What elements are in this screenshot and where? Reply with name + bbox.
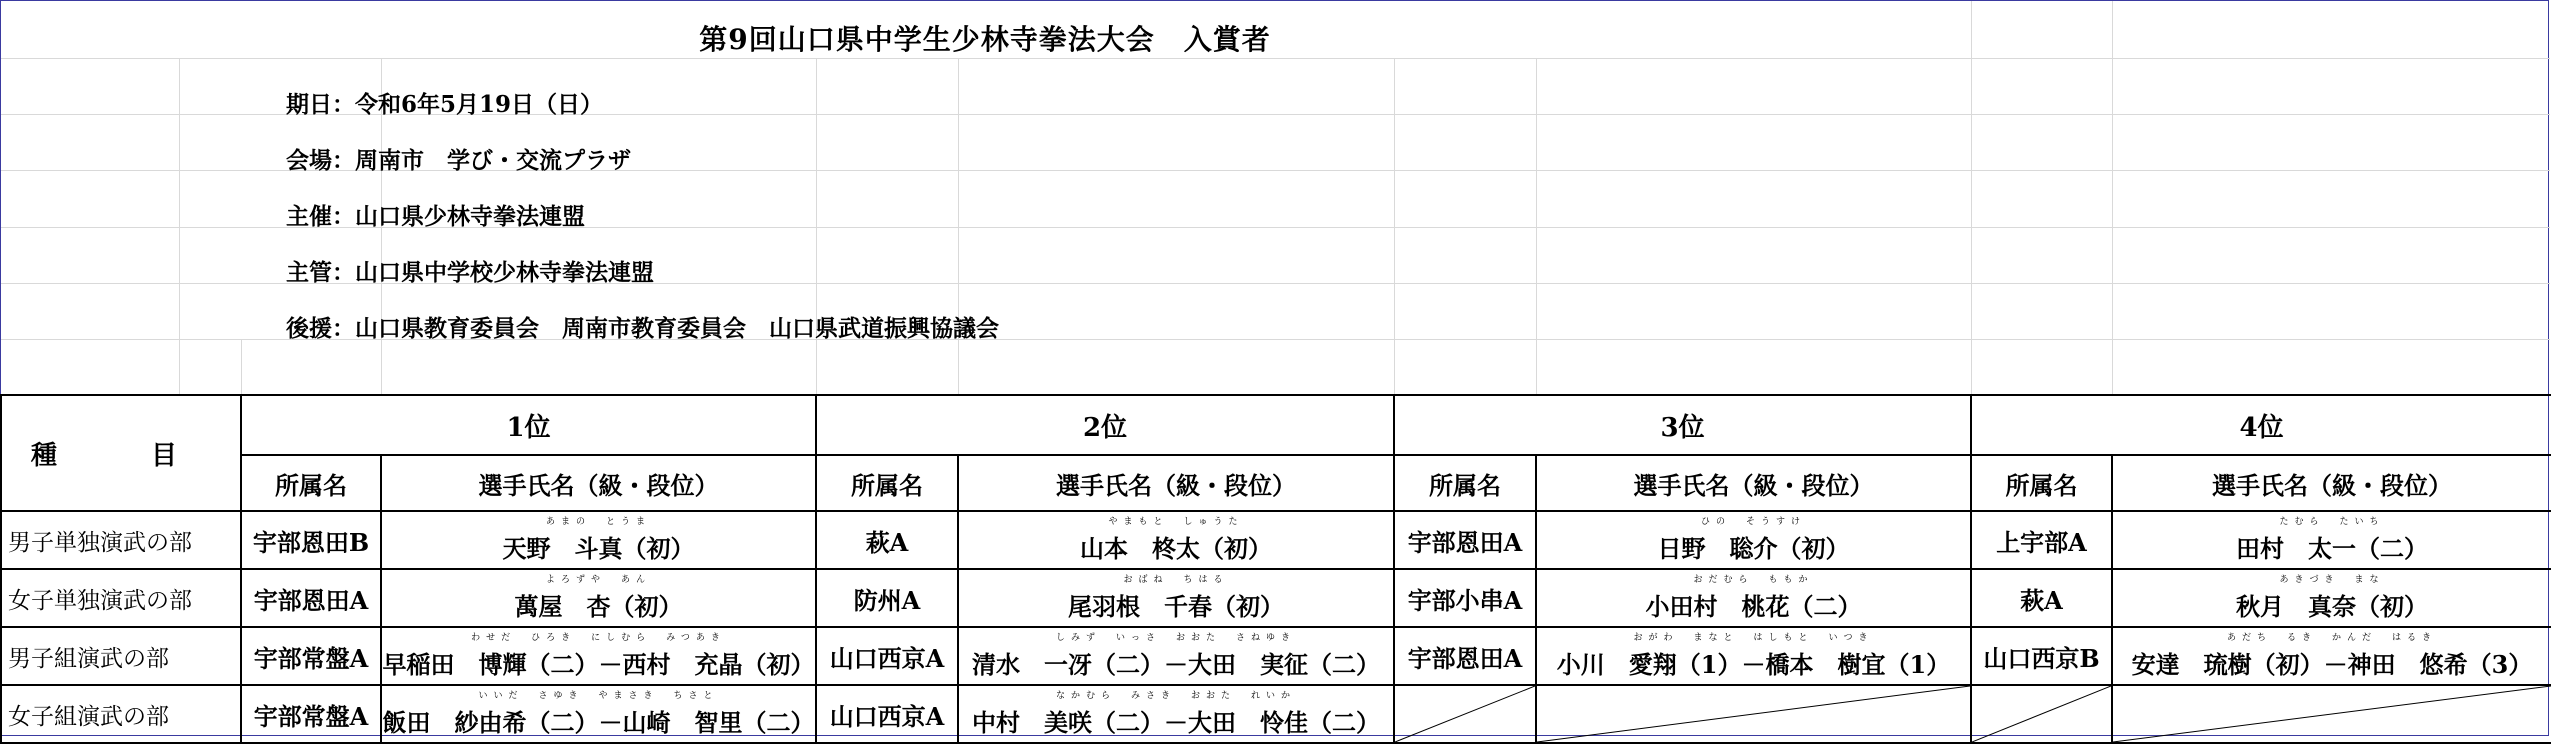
player-name: 山本 柊太（初） bbox=[1080, 533, 1272, 563]
diagonal-strike bbox=[1395, 686, 1535, 742]
club-cell: 宇部常盤A bbox=[241, 627, 381, 685]
player-name-cell bbox=[2112, 511, 2551, 569]
name-reading: いいだ さゆき やまさき ちさと bbox=[478, 690, 719, 701]
place-1-header: 1位 bbox=[241, 395, 816, 455]
club-header: 所属名 bbox=[1971, 455, 2112, 511]
event-category: 男子単独演武の部 bbox=[1, 511, 241, 569]
diagonal-strike bbox=[1537, 686, 1970, 742]
name-reading: わせだ ひろき にしむら みつあき bbox=[471, 632, 726, 643]
info-host: 主管：山口県中学校少林寺拳法連盟 bbox=[286, 259, 654, 286]
club-header: 所属名 bbox=[1394, 455, 1536, 511]
club-cell: 宇部常盤A bbox=[241, 685, 381, 743]
player-name-cell bbox=[958, 627, 1394, 685]
empty-name-cell bbox=[2112, 685, 2551, 743]
info-support: 後援：山口県教育委員会 周南市教育委員会 山口県武道振興協議会 bbox=[286, 315, 999, 342]
player-name: 田村 太一（二） bbox=[2236, 533, 2428, 563]
name-reading: よろずや あん bbox=[545, 574, 651, 585]
player-name: 飯田 紗由希（二）－山崎 智里（二） bbox=[382, 707, 815, 737]
player-name: 早稲田 博輝（二）－西村 充晶（初） bbox=[382, 649, 815, 679]
club-cell: 萩A bbox=[1971, 569, 2112, 627]
player-name-cell bbox=[381, 511, 816, 569]
player-name: 日野 聡介（初） bbox=[1657, 533, 1850, 563]
diagonal-strike bbox=[2113, 686, 2551, 742]
table-row bbox=[1, 627, 2551, 685]
event-header: 種 目 bbox=[1, 395, 241, 511]
name-reading: あきづき まな bbox=[2279, 574, 2385, 585]
player-name-cell bbox=[1536, 627, 1971, 685]
place-4-header: 4位 bbox=[1971, 395, 2551, 455]
player-name-cell bbox=[2112, 569, 2551, 627]
info-date: 期日：令和6年5月19日（日） bbox=[286, 91, 604, 118]
table-row bbox=[1, 685, 2551, 743]
name-reading: やまもと しゅうた bbox=[1108, 516, 1244, 527]
club-cell: 山口西京A bbox=[816, 627, 958, 685]
club-cell: 宇部恩田A bbox=[1394, 627, 1536, 685]
player-name: 小川 愛翔（1）－橋本 樹宜（1） bbox=[1556, 649, 1951, 679]
player-name: 尾羽根 千春（初） bbox=[1068, 591, 1284, 621]
player-name-cell bbox=[2112, 627, 2551, 685]
player-name: 清水 一冴（二）－大田 実征（二） bbox=[972, 649, 1380, 679]
empty-name-cell bbox=[1536, 685, 1971, 743]
name-reading: あまの とうま bbox=[545, 516, 651, 527]
place-2-header: 2位 bbox=[816, 395, 1394, 455]
name-reading: たむら たいち bbox=[2279, 516, 2385, 527]
place-3-header: 3位 bbox=[1394, 395, 1971, 455]
player-name: 秋月 真奈（初） bbox=[2236, 591, 2428, 621]
info-venue: 会場：周南市 学び・交流プラザ bbox=[286, 147, 631, 174]
name-reading: あだち るき かんだ はるき bbox=[2226, 632, 2437, 643]
name-reading: ひの そうすけ bbox=[1700, 516, 1806, 527]
player-name-cell bbox=[1536, 511, 1971, 569]
player-name-cell bbox=[381, 627, 816, 685]
player-name-cell bbox=[381, 569, 816, 627]
club-cell: 宇部小串A bbox=[1394, 569, 1536, 627]
player-name: 小田村 桃花（二） bbox=[1645, 591, 1862, 621]
club-cell: 宇部恩田A bbox=[241, 569, 381, 627]
name-reading: おだむら ももか bbox=[1693, 574, 1814, 585]
name-header: 選手氏名（級・段位） bbox=[381, 455, 816, 511]
club-header: 所属名 bbox=[816, 455, 958, 511]
name-header: 選手氏名（級・段位） bbox=[2112, 455, 2551, 511]
player-name: 天野 斗真（初） bbox=[502, 533, 695, 563]
event-category: 女子単独演武の部 bbox=[1, 569, 241, 627]
player-name-cell bbox=[958, 685, 1394, 743]
results-table bbox=[0, 394, 2551, 744]
name-reading: しみず いっさ おおた さねゆき bbox=[1055, 632, 1296, 643]
club-cell: 上宇部A bbox=[1971, 511, 2112, 569]
name-reading: なかむら みさき おおた れいか bbox=[1055, 690, 1296, 701]
event-category: 男子組演武の部 bbox=[1, 627, 241, 685]
club-cell: 宇部恩田B bbox=[241, 511, 381, 569]
club-header: 所属名 bbox=[241, 455, 381, 511]
info-organizer: 主催：山口県少林寺拳法連盟 bbox=[286, 203, 585, 230]
club-cell: 山口西京B bbox=[1971, 627, 2112, 685]
event-category: 女子組演武の部 bbox=[1, 685, 241, 743]
club-cell: 山口西京A bbox=[816, 685, 958, 743]
player-name: 萬屋 杏（初） bbox=[514, 591, 683, 621]
page-title: 第9回山口県中学生少林寺拳法大会 入賞者 bbox=[699, 23, 1271, 56]
club-cell: 萩A bbox=[816, 511, 958, 569]
player-name: 安達 琉樹（初）－神田 悠希（3） bbox=[2131, 649, 2533, 679]
player-name-cell bbox=[958, 569, 1394, 627]
diagonal-strike bbox=[1972, 686, 2111, 742]
table-row bbox=[1, 511, 2551, 569]
club-cell: 宇部恩田A bbox=[1394, 511, 1536, 569]
table-row bbox=[1, 569, 2551, 627]
name-header: 選手氏名（級・段位） bbox=[958, 455, 1394, 511]
player-name-cell bbox=[958, 511, 1394, 569]
name-reading: おばね ちはる bbox=[1123, 574, 1229, 585]
name-reading: おがわ まなと はしもと いつき bbox=[1633, 632, 1874, 643]
player-name-cell bbox=[381, 685, 816, 743]
player-name-cell bbox=[1536, 569, 1971, 627]
empty-club-cell bbox=[1394, 685, 1536, 743]
club-cell: 防州A bbox=[816, 569, 958, 627]
empty-club-cell bbox=[1971, 685, 2112, 743]
name-header: 選手氏名（級・段位） bbox=[1536, 455, 1971, 511]
player-name: 中村 美咲（二）－大田 怜佳（二） bbox=[972, 707, 1380, 737]
